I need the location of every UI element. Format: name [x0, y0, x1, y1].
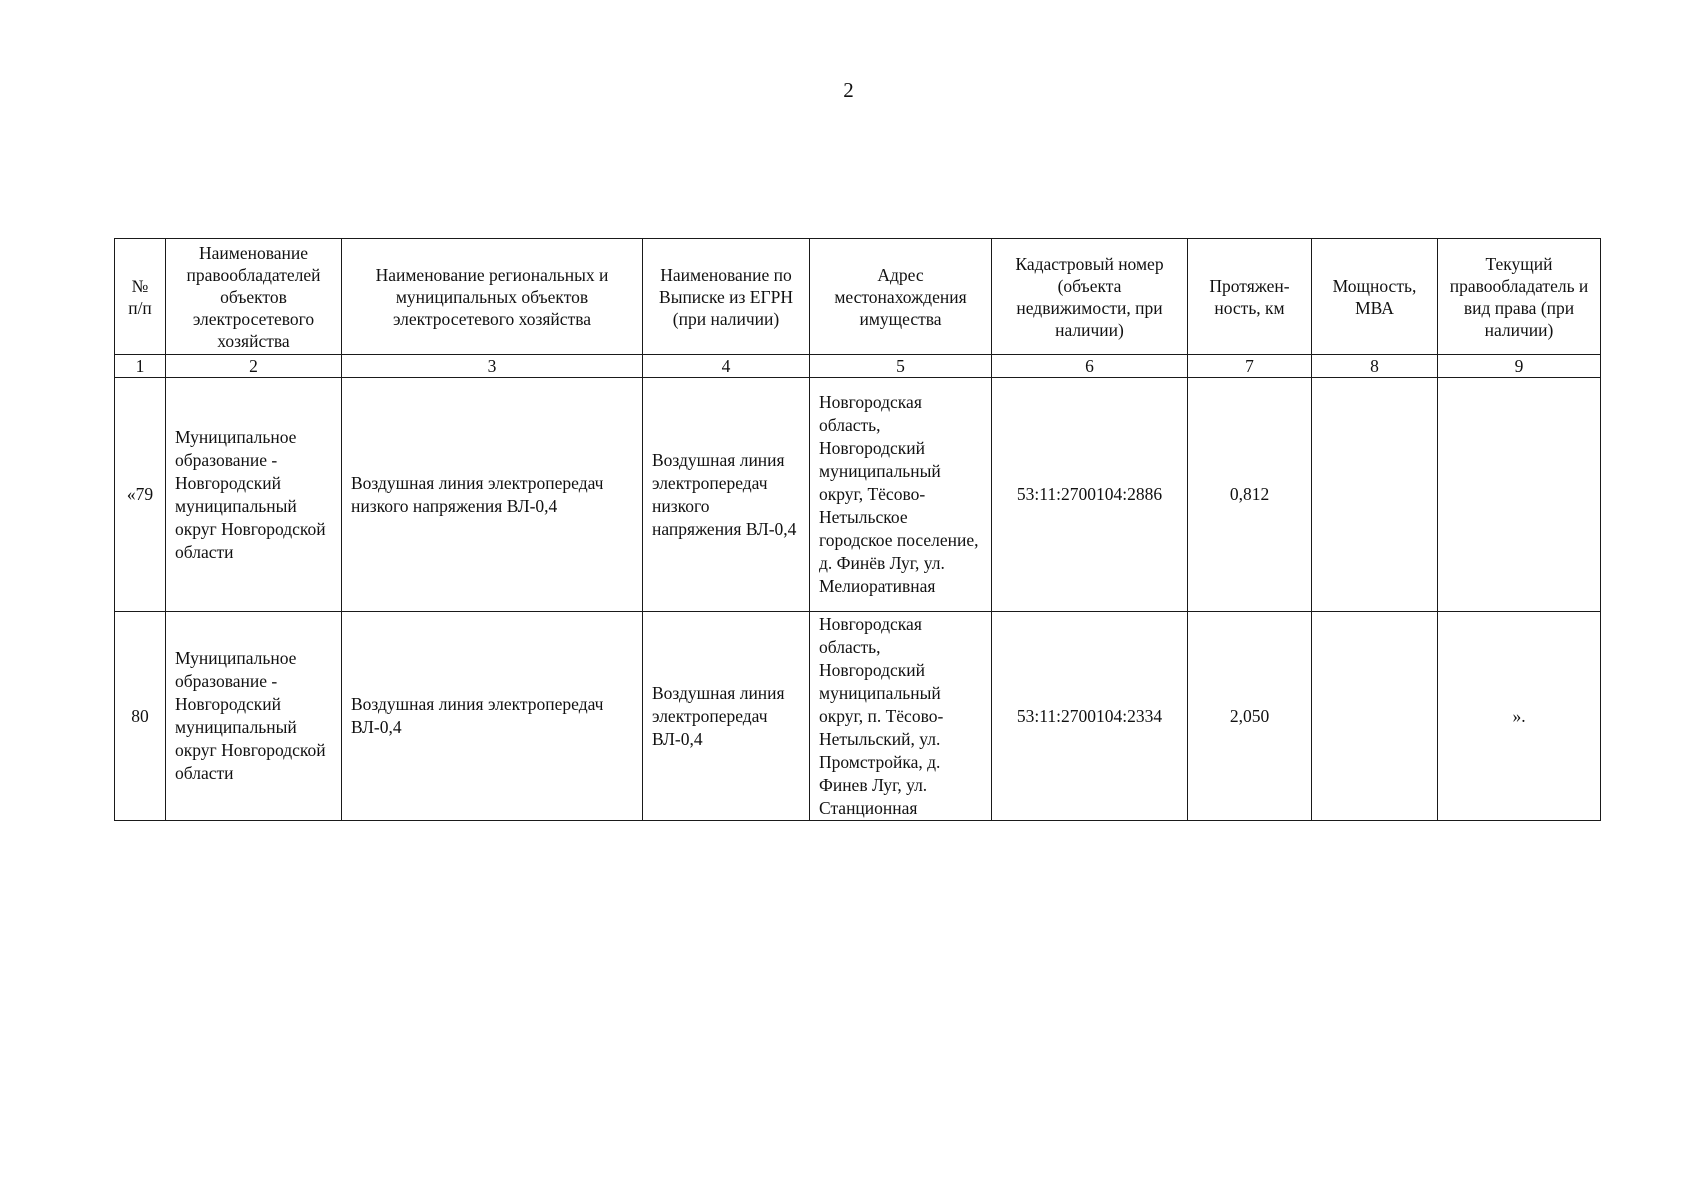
- egrn-name-cell: Воздушная линия электропередач низкого напряжения ВЛ-0,4: [643, 378, 810, 612]
- column-number: 1: [115, 355, 166, 378]
- header-cell-owner: Наименование правообладателей объектов электросетевого хозяйства: [166, 239, 342, 355]
- length-cell: 2,050: [1188, 612, 1312, 821]
- column-number: 5: [810, 355, 992, 378]
- column-number: 4: [643, 355, 810, 378]
- column-number: 8: [1312, 355, 1438, 378]
- column-number-row: [115, 355, 1601, 378]
- table-header-row: [115, 239, 1601, 355]
- object-name-cell: Воздушная линия электропередач ВЛ-0,4: [342, 612, 643, 821]
- object-name-cell: Воздушная линия электропередач низкого напряжения ВЛ-0,4: [342, 378, 643, 612]
- owner-cell: Муниципальное образование - Новгородский муниципальный округ Новгородской области: [166, 612, 342, 821]
- current-owner-cell: ».: [1438, 612, 1601, 821]
- header-cell-egrn-name: Наименование по Выписке из ЕГРН (при наличии): [643, 239, 810, 355]
- owner-cell: Муниципальное образование - Новгородский муниципальный округ Новгородской области: [166, 378, 342, 612]
- egrn-name-cell: Воздушная линия электропередач ВЛ-0,4: [643, 612, 810, 821]
- address-cell: Новгородская область, Новгородский муниципальный округ, п. Тёсово-Нетыльский, ул. Промстройка, д. Финев Луг, ул. Станционная: [810, 612, 992, 821]
- column-number: 9: [1438, 355, 1601, 378]
- page-number: 2: [843, 78, 854, 102]
- column-number: 6: [992, 355, 1188, 378]
- header-cell-current-owner: Текущий правообладатель и вид права (при наличии): [1438, 239, 1601, 355]
- electric-grid-objects-table: [114, 238, 1601, 821]
- table-row: [115, 378, 1601, 612]
- address-cell: Новгородская область, Новгородский муниципальный округ, Тёсово-Нетыльское городское поселение, д. Финёв Луг, ул. Мелиоративная: [810, 378, 992, 612]
- header-cell-address: Адрес местонахождения имущества: [810, 239, 992, 355]
- length-cell: 0,812: [1188, 378, 1312, 612]
- column-number: 3: [342, 355, 643, 378]
- column-number: 7: [1188, 355, 1312, 378]
- column-number: 2: [166, 355, 342, 378]
- power-cell: [1312, 378, 1438, 612]
- row-number-cell: «79: [115, 378, 166, 612]
- header-cell-object-name: Наименование региональных и муниципальных объектов электросетевого хозяйства: [342, 239, 643, 355]
- header-cell-number: № п/п: [115, 239, 166, 355]
- header-cell-power: Мощность, МВА: [1312, 239, 1438, 355]
- table-row: [115, 612, 1601, 821]
- cadastral-number-cell: 53:11:2700104:2334: [992, 612, 1188, 821]
- cadastral-number-cell: 53:11:2700104:2886: [992, 378, 1188, 612]
- row-number-cell: 80: [115, 612, 166, 821]
- header-cell-cadastral: Кадастровый номер (объекта недвижимости, при наличии): [992, 239, 1188, 355]
- current-owner-cell: [1438, 378, 1601, 612]
- power-cell: [1312, 612, 1438, 821]
- header-cell-length: Протяжен-ность, км: [1188, 239, 1312, 355]
